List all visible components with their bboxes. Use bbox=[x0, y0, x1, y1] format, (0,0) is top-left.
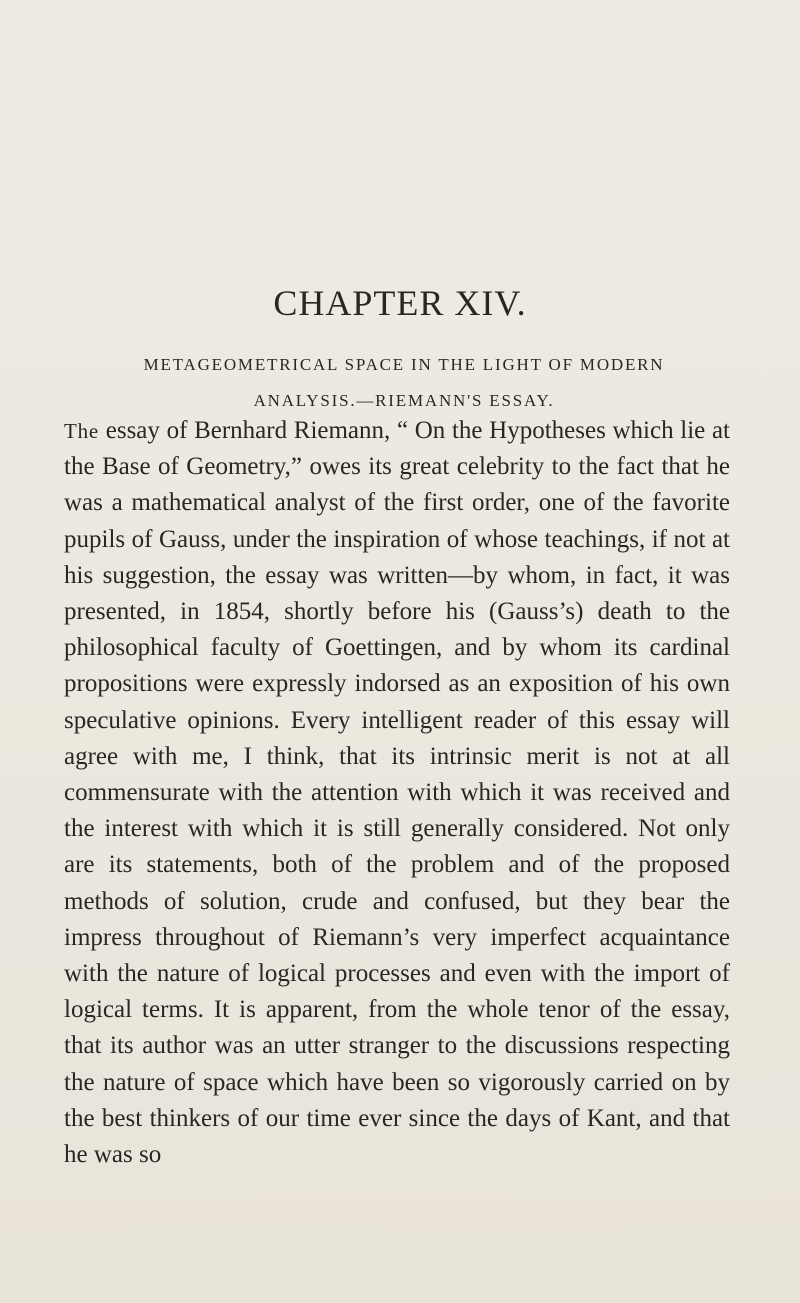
chapter-subtitle-line-2: ANALYSIS.—RIEMANN'S ESSAY. bbox=[253, 391, 555, 410]
chapter-title: CHAPTER XIV. bbox=[273, 283, 527, 323]
chapter-subtitle bbox=[84, 347, 724, 419]
chapter-subtitle-line-1: METAGEOMETRICAL SPACE IN THE LIGHT OF MODERN bbox=[143, 355, 665, 374]
lead-word: The bbox=[64, 419, 100, 443]
paragraph-text: essay of Bernhard Riemann, “ On the Hypotheses which lie at the Base of Geometry,” owes its great celebrity to the fact that he was a mathematical analyst of the first order, one of the favorite pupils of Gauss, under the inspiration of whose teachings, if not at his suggestion, the essay was written—by whom, in fact, it was presented, in 1854, shortly before his (Gauss’s) death to the philosophical faculty of Goettingen, and by whom its cardinal propositions were expressly indorsed as an exposition of his own speculative opinions. Every intelligent reader of this essay will agree with me, I think, that its intrinsic merit is not at all commensurate with the attention with which it was received and the interest with which it is still generally considered. Not only are its statements, both of the problem and of the proposed methods of solution, crude and confused, but they bear the impress throughout of Riemann’s very imperfect acquaintance with the nature of logical processes and even with the import of logical terms. It is apparent, from the whole tenor of the essay, that its author was an utter stranger to the discussions respecting the nature of space which have been so vigorously carried on by the best thinkers of our time ever since the days of Kant, and that he was so bbox=[64, 417, 730, 1169]
body-paragraph bbox=[64, 413, 730, 1173]
